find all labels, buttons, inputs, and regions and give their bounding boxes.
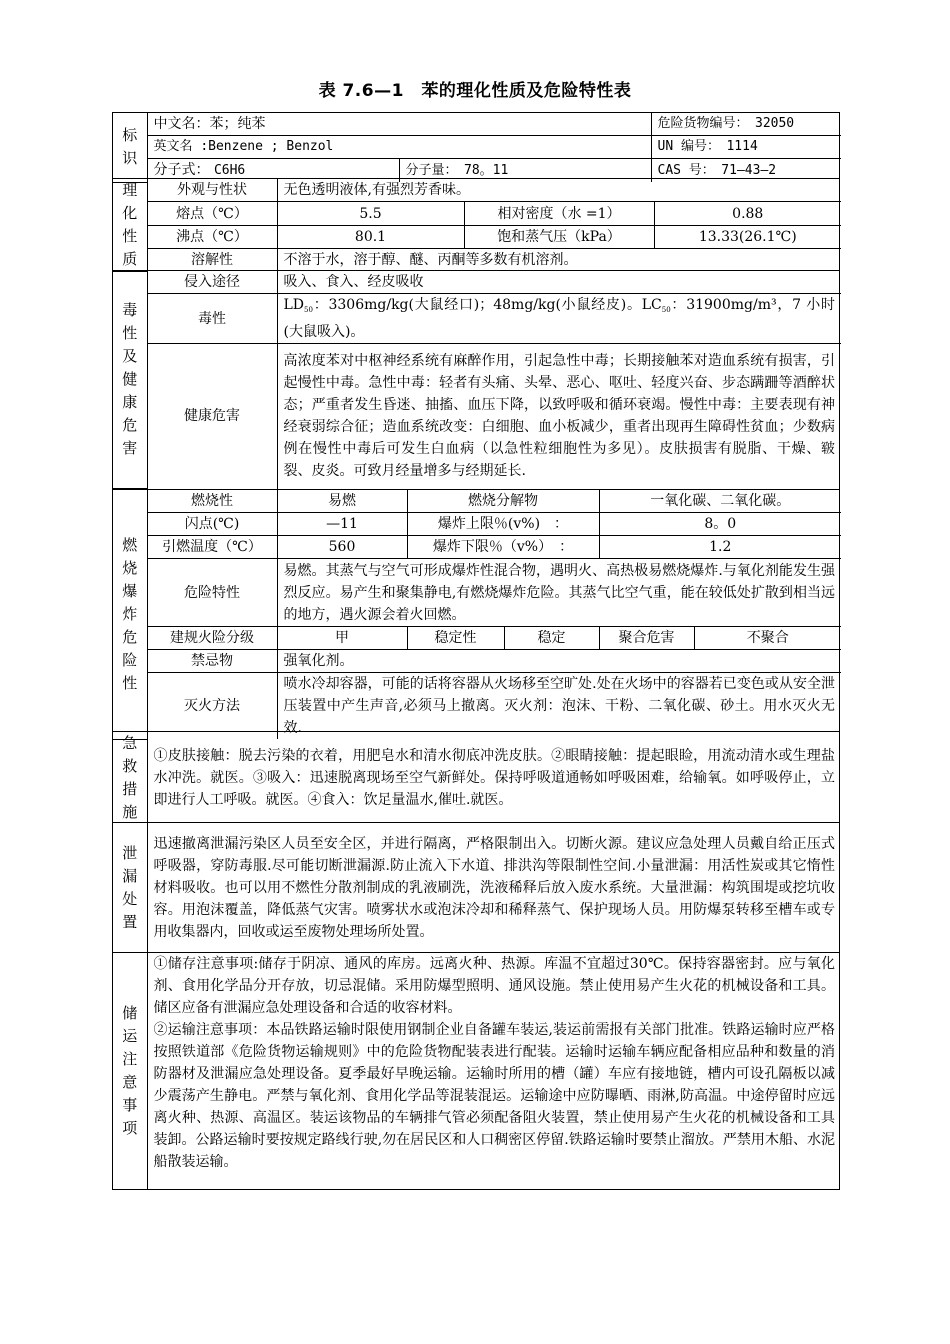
hazard-number: 危险货物编号： 32050 xyxy=(651,113,841,136)
health-value: 高浓度苯对中枢神经系统有麻醉作用，引起急性中毒；长期接触苯对造血系统有损害，引起慢性中毒。急性中毒：轻者有头痛、头晕、恶心、呕吐、轻度兴奋、步态蹒跚等酒醉状态；严重者发生昏迷、抽搐、血压下降，以致呼吸和循环衰竭。慢性中毒：主要表现有神经衰弱综合征；造血系统改变：白细胞、血小板减少，重者出现再生障碍性贫血；少数病例在慢性中毒后可发生白血病（以急性粒细胞性为多见）。皮肤损害有脱脂、干燥、皲裂、皮炎。可致月经量增多与经期延长. xyxy=(277,344,841,489)
first-aid-side-label: 急 救 措 施 xyxy=(113,732,147,824)
forbidden-value: 强氧化剂。 xyxy=(277,650,841,673)
english-name: 英文名 :Benzene ; Benzol xyxy=(147,136,651,159)
molecular-formula: 分子式： C6H6 xyxy=(147,159,399,183)
molecular-weight: 分子量： 78。11 xyxy=(399,159,651,183)
flash-value: —11 xyxy=(277,513,407,536)
hazard-value: 易燃。其蒸气与空气可形成爆炸性混合物，遇明火、高热极易燃烧爆炸.与氧化剂能发生强烈反应。易产生和聚集静电,有燃烧爆炸危险。其蒸气比空气重，能在较低处扩散到相当远的地方，遇火源会着火回燃。 xyxy=(277,559,841,627)
flammability-label: 燃烧性 xyxy=(147,490,277,513)
polymer-label: 聚合危害 xyxy=(599,627,694,650)
fire-class-value: 甲 xyxy=(277,627,407,650)
lower-limit-label: 爆炸下限％（v%） ： xyxy=(407,536,599,559)
route-value: 吸入、食入、经皮吸收 xyxy=(277,271,841,294)
extinguish-label: 灭火方法 xyxy=(147,673,277,740)
physical-side-label: 理 化 性 质 xyxy=(113,179,147,272)
melting-label: 熔点（℃） xyxy=(147,202,277,225)
ignition-value: 560 xyxy=(277,536,407,559)
lower-limit-value: 1.2 xyxy=(599,536,841,559)
health-label: 健康危害 xyxy=(147,344,277,489)
decomposition-label: 燃烧分解物 xyxy=(407,490,599,513)
density-value: 0.88 xyxy=(654,202,841,225)
identification-section xyxy=(112,112,840,179)
leak-section xyxy=(112,822,840,953)
route-label: 侵入途径 xyxy=(147,271,277,294)
toxicity-side-label: 毒 性 及 健 康 危 害 xyxy=(113,271,147,489)
storage-text xyxy=(147,953,841,1189)
leak-side-label: 泄 漏 处 置 xyxy=(113,823,147,952)
flammability-value: 易燃 xyxy=(277,490,407,513)
storage-notes: ①储存注意事项:储存于阴凉、通风的库房。远离火种、热源。库温不宜超过30℃。保持容器密封。应与氧化剂、食用化学品分开存放，切忌混储。采用防爆型照明、通风设施。禁止使用易产生火花的机械设备和工具。储区应备有泄漏应急处理设备和合适的收容材料。 xyxy=(153,956,835,1016)
fire-side-label: 燃 烧 爆 炸 危 险 性 xyxy=(113,490,147,739)
leak-text: 迅速撤离泄漏污染区人员至安全区，并进行隔离，严格限制出入。切断火源。建议应急处理人员戴自给正压式呼吸器，穿防毒服.尽可能切断泄漏源.防止流入下水道、排洪沟等限制性空间.小量泄漏：用活性炭或其它惰性材料吸收。也可以用不燃性分散剂制成的乳液刷洗，洗液稀释后放入废水系统。大量泄漏：构筑围堤或挖坑收容。用泡沫覆盖，降低蒸气灾害。喷雾状水或泡沫冷却和稀释蒸气、保护现场人员。用防爆泵转移至槽车或专用收集器内，回收或运至废物处理场所处置。 xyxy=(147,823,841,952)
storage-side-label: 储 运 注 意 事 项 xyxy=(113,953,147,1189)
toxicity-value: $LD_{50}$：3306mg/kg(大鼠经口)；48mg/kg(小鼠经皮)。$LC_{50}$：31900mg/m³，7 小时(大鼠吸入)。 xyxy=(277,294,841,344)
appearance-label: 外观与性状 xyxy=(147,179,277,202)
boiling-value: 80.1 xyxy=(277,225,464,248)
flash-label: 闪点(℃) xyxy=(147,513,277,536)
page-title: 表 7.6—1 苯的理化性质及危险特性表 xyxy=(318,81,632,101)
identification-side-label: 标 识 xyxy=(113,113,147,182)
appearance-value: 无色透明液体,有强烈芳香味。 xyxy=(277,179,841,202)
boiling-label: 沸点（℃） xyxy=(147,225,277,248)
toxicity-label: 毒性 xyxy=(147,294,277,344)
melting-value: 5.5 xyxy=(277,202,464,225)
chinese-name: 中文名：苯；纯苯 xyxy=(147,113,651,136)
physical-section xyxy=(112,178,840,271)
fire-section xyxy=(112,489,840,736)
forbidden-label: 禁忌物 xyxy=(147,650,277,673)
upper-limit-value: 8。0 xyxy=(599,513,841,536)
solubility-label: 溶解性 xyxy=(147,249,277,272)
storage-section xyxy=(112,952,840,1190)
fire-class-label: 建规火险分级 xyxy=(147,627,277,650)
hazard-label: 危险特性 xyxy=(147,559,277,627)
polymer-value: 不聚合 xyxy=(694,627,841,650)
transport-notes: ②运输注意事项：本品铁路运输时限使用钢制企业自备罐车装运,装运前需报有关部门批准。铁路运输时应严格按照铁道部《危险货物运输规则》中的危险货物配装表进行配装。运输时运输车辆应配备相应品种和数量的消防器材及泄漏应急处理设备。夏季最好早晚运输。运输时所用的槽（罐）车应有接地链，槽内可设孔隔板以减少震荡产生静电。严禁与氧化剂、食用化学品等混装混运。运输途中应防曝晒、雨淋,防高温。中途停留时应远离火种、热源、高温区。装运该物品的车辆排气管必须配备阻火装置，禁止使用易产生火花的机械设备和工具装卸。公路运输时要按规定路线行驶,勿在居民区和人口稠密区停留.铁路运输时要禁止溜放。严禁用木船、水泥船散装运输。 xyxy=(153,1022,835,1170)
vapor-value: 13.33(26.1℃) xyxy=(654,225,841,248)
first-aid-section xyxy=(112,731,840,823)
stability-value: 稳定 xyxy=(504,627,599,650)
density-label: 相对密度（水 =1） xyxy=(464,202,654,225)
toxicity-section xyxy=(112,270,840,490)
stability-label: 稳定性 xyxy=(407,627,504,650)
decomposition-value: 一氧化碳、二氧化碳。 xyxy=(599,490,841,513)
un-number: UN 编号： 1114 xyxy=(651,136,841,159)
upper-limit-label: 爆炸上限％(v%) ： xyxy=(407,513,599,536)
ignition-label: 引燃温度（℃） xyxy=(147,536,277,559)
extinguish-value: 喷水冷却容器，可能的话将容器从火场移至空旷处.处在火场中的容器若已变色或从安全泄压装置中产生声音,必须马上撤离。灭火剂：泡沫、干粉、二氧化碳、砂土。用水灭火无效. xyxy=(277,673,841,740)
first-aid-text: ①皮肤接触：脱去污染的衣着，用肥皂水和清水彻底冲洗皮肤。②眼睛接触：提起眼睑，用流动清水或生理盐水冲洗。就医。③吸入：迅速脱离现场至空气新鲜处。保持呼吸道通畅如呼吸困难，给输氧。如呼吸停止，立即进行人工呼吸。就医。④食入：饮足量温水,催吐.就医。 xyxy=(147,732,841,824)
solubility-value: 不溶于水，溶于醇、醚、丙酮等多数有机溶剂。 xyxy=(277,249,841,272)
vapor-label: 饱和蒸气压（kPa） xyxy=(464,225,654,248)
cas-number: CAS 号： 71—43—2 xyxy=(651,159,841,183)
